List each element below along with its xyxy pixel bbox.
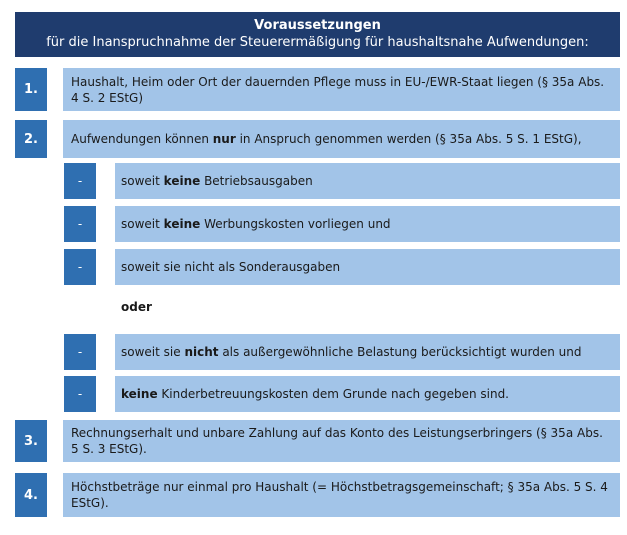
item-text-4: Höchstbeträge nur einmal pro Haushalt (= Höchstbetragsgemeinschaft; § 35a Abs. 5 S. 4 EStG). [71, 480, 608, 510]
item-number-1: 1. [15, 68, 47, 111]
sub-item-box-4 [115, 334, 620, 370]
sub-item-text-5-bold: keine [121, 387, 158, 401]
item-text-3: Rechnungserhalt und unbare Zahlung auf das Konto des Leistungserbringers (§ 35a Abs. 5 S. 3 EStG). [71, 426, 603, 456]
sub-item-box-5 [115, 376, 620, 412]
sub-item-text-1-bold: keine [163, 174, 201, 188]
sub-item-box-3 [115, 249, 620, 285]
item-box-1 [63, 68, 620, 111]
item-text-2-post: in Anspruch genommen werden (§ 35a Abs. 5 S. 1 EStG), [235, 132, 582, 146]
sub-item-text-4-pre: soweit sie [121, 345, 185, 359]
item-number-4: 4. [15, 473, 47, 517]
item-box-4 [63, 473, 620, 517]
sub-item-text-3-pre: soweit sie nicht als Sonderausgaben [121, 260, 341, 274]
sub-item-text-1-post: Betriebsausgaben [200, 174, 313, 188]
header-subtitle: für die Inanspruchnahme der Steuerermäßigung für haushaltsnahe Aufwendungen: [46, 35, 589, 50]
sub-item-box-1 [115, 163, 620, 199]
sub-item-text-2-pre: soweit [121, 217, 164, 231]
sub-item-dash-2: - [64, 206, 96, 242]
header-banner [15, 12, 620, 57]
sub-item-text-1-pre: soweit [121, 174, 164, 188]
sub-item-text-4-post: als außergewöhnliche Belastung berücksichtigt wurden und [218, 345, 582, 359]
item-number-3: 3. [15, 420, 47, 462]
sub-item-dash-1: - [64, 163, 96, 199]
sub-item-dash-5: - [64, 376, 96, 412]
sub-item-dash-4: - [64, 334, 96, 370]
sub-item-text-2-post: Werbungskosten vorliegen und [200, 217, 391, 231]
item-number-2: 2. [15, 120, 47, 158]
sub-item-dash-3: - [64, 249, 96, 285]
header-title: Voraussetzungen [254, 18, 381, 33]
item-text-1: Haushalt, Heim oder Ort der dauernden Pflege muss in EU-/EWR-Staat liegen (§ 35a Abs. 4 S. 2 EStG) [71, 74, 605, 105]
item-text-2-pre: Aufwendungen können [71, 132, 213, 146]
item-box-3 [63, 420, 620, 462]
sub-item-text-4-bold: nicht [184, 345, 219, 359]
item-box-2 [63, 120, 620, 158]
sub-item-text-5-post: Kinderbetreuungskosten dem Grunde nach gegeben sind. [157, 387, 509, 401]
sub-item-text-2-bold: keine [163, 217, 201, 231]
connector-oder: oder [121, 300, 152, 314]
sub-item-box-2 [115, 206, 620, 242]
item-text-2-bold: nur [212, 132, 236, 146]
